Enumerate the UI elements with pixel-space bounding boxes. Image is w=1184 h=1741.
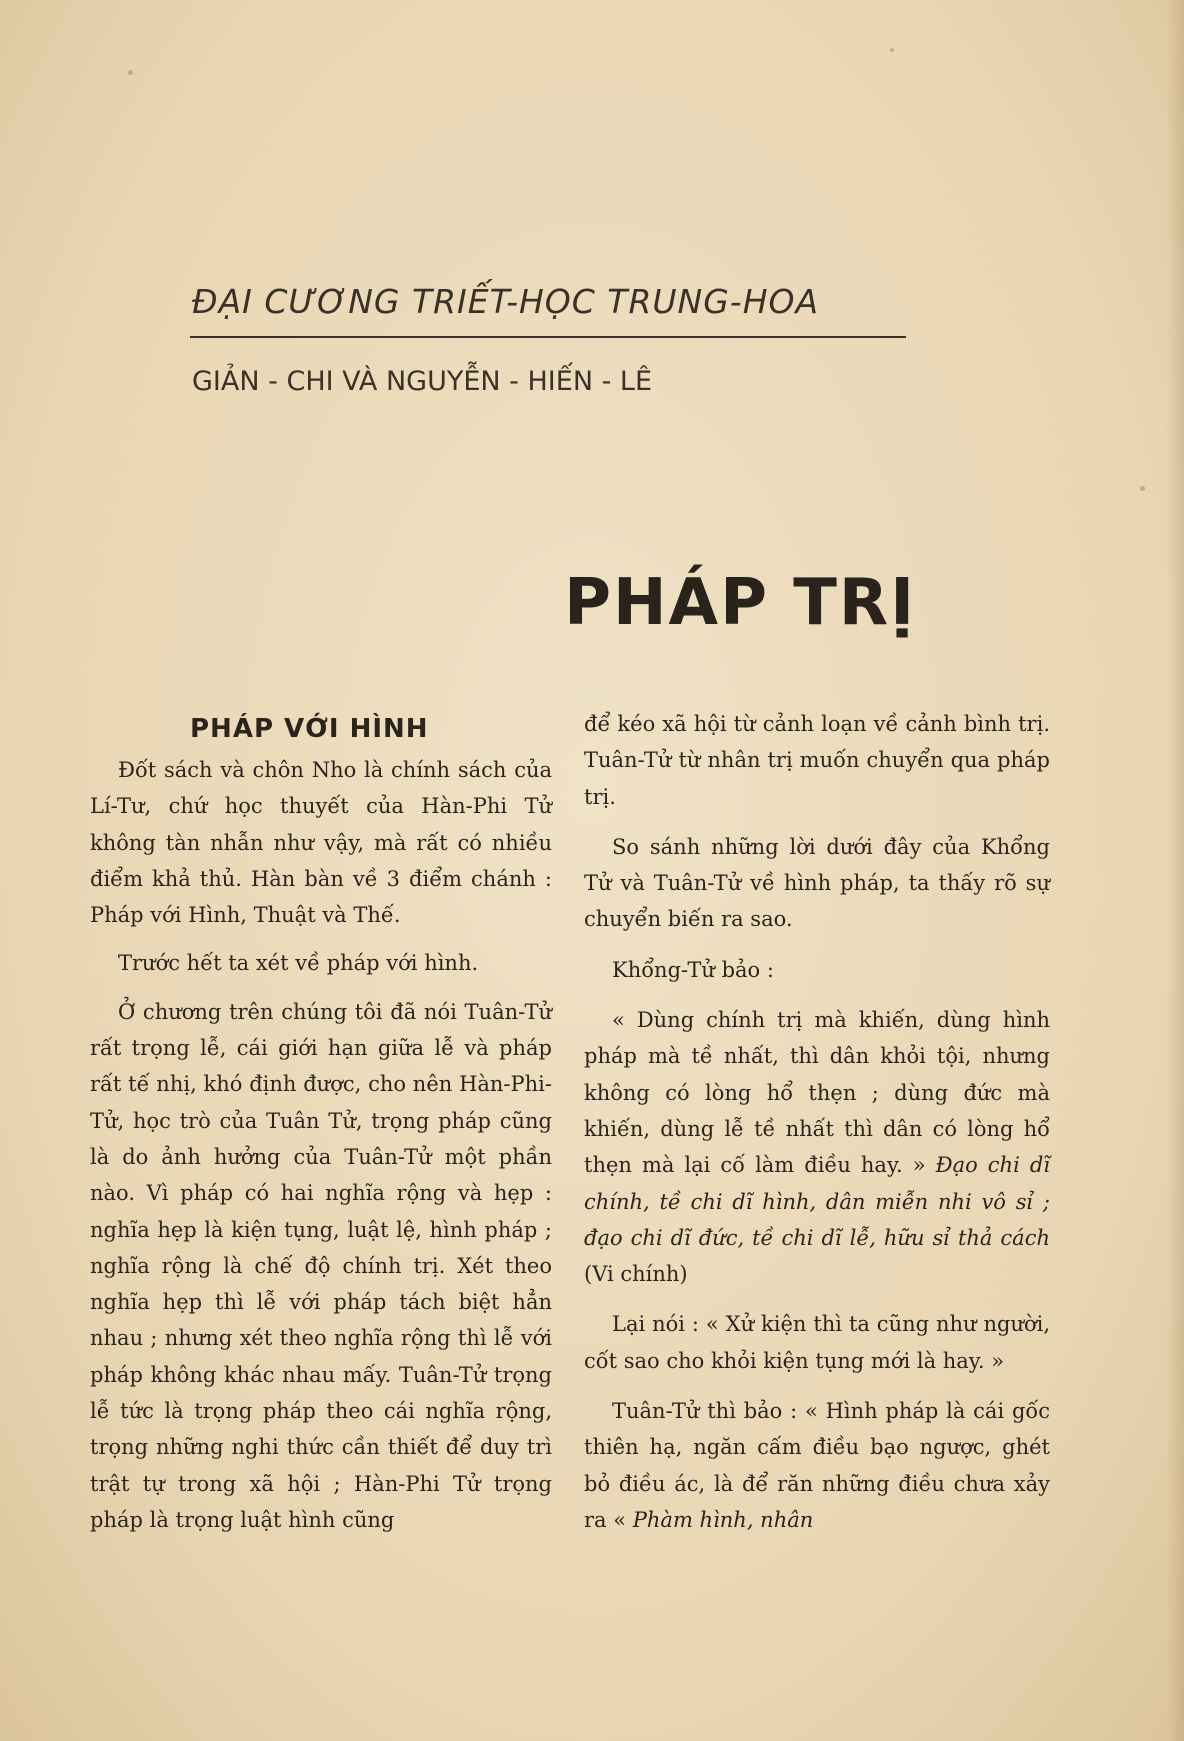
title-rule: [190, 336, 906, 338]
paper-speck: [1140, 486, 1145, 491]
quote-source: (Vi chính): [584, 1262, 688, 1287]
paragraph: Lại nói : « Xử kiện thì ta cũng như người, cốt sao cho khỏi kiện tụng mới là hay. »: [584, 1312, 1050, 1373]
quote-romanized: Đạo chi dĩ chính, tề chi dĩ hình, dân miễn nhi vô sỉ ; đạo chi dĩ đức, tề chi dĩ lễ, hữu sỉ thả cách: [584, 1153, 1050, 1250]
quote-text: « Dùng chính trị mà khiến, dùng hình pháp mà tề nhất, thì dân khỏi tội, nhưng không có lòng hổ thẹn ; dùng đức mà khiến, dùng lễ tề nhất thì dân có lòng hổ thẹn mà lại cố làm điều hay. »: [584, 1008, 1050, 1178]
paragraph: Trước hết ta xét về pháp với hình.: [118, 951, 479, 976]
right-column: [584, 706, 1050, 1552]
quote-paragraph: [584, 1002, 1050, 1292]
paragraph: Ở chương trên chúng tôi đã nói Tuân-Tử rất trọng lễ, cái giới hạn giữa lễ và pháp rất tế nhị, khó định được, cho nên Hàn-Phi-Tử, học trò của Tuân Tử, trọng pháp cũng là do ảnh hưởng của Tuân-Tử một phần nào. Vì pháp có hai nghĩa rộng và hẹp : nghĩa hẹp là kiện tụng, luật lệ, hình pháp ; nghĩa rộng là chế độ chính trị. Xét theo nghĩa hẹp thì lễ với pháp tách biệt hẳn nhau ; nhưng xét theo nghĩa rộng thì lễ với pháp không khác nhau mấy. Tuân-Tử trọng lễ tức là trọng pháp theo cái nghĩa rộng, trọng những nghi thức cần thiết để duy trì trật tự trong xã hội ; Hàn-Phi Tử trọng pháp là trọng luật hình cũng: [90, 999, 552, 1532]
page-edge-shadow: [1166, 0, 1184, 1741]
paper-speck: [890, 48, 894, 52]
left-column: [90, 712, 552, 1550]
paper-speck: [128, 70, 133, 75]
paragraph: So sánh những lời dưới đây của Khổng Tử và Tuân-Tử về hình pháp, ta thấy rõ sự chuyển biến ra sao.: [584, 834, 1050, 932]
quote-paragraph: [584, 1393, 1050, 1538]
paragraph: Khổng-Tử bảo :: [612, 957, 774, 982]
series-title: ĐẠI CƯƠNG TRIẾT-HỌC TRUNG-HOA: [192, 282, 820, 321]
quote-romanized: Phàm hình, nhân: [632, 1507, 814, 1532]
chapter-title: PHÁP TRỊ: [564, 566, 916, 640]
section-heading: PHÁP VỚI HÌNH: [190, 714, 429, 744]
authors: GIẢN - CHI VÀ NGUYỄN - HIẾN - LÊ: [192, 366, 653, 397]
paragraph: Đốt sách và chôn Nho là chính sách của Lí-Tư, chứ học thuyết của Hàn-Phi Tử không tàn nhẫn như vậy, mà rất có nhiều điểm khả thủ. Hàn bàn về 3 điểm chánh : Pháp với Hình, Thuật và Thế.: [90, 758, 552, 928]
quote-text: Tuân-Tử thì bảo : « Hình pháp là cái gốc thiên hạ, ngăn cấm điều bạo ngược, ghét bỏ điều ác, là để răn những điều chưa xảy ra «: [584, 1399, 1050, 1532]
paragraph: để kéo xã hội từ cảnh loạn về cảnh bình trị. Tuân-Tử từ nhân trị muốn chuyển qua pháp trị.: [584, 712, 1050, 809]
